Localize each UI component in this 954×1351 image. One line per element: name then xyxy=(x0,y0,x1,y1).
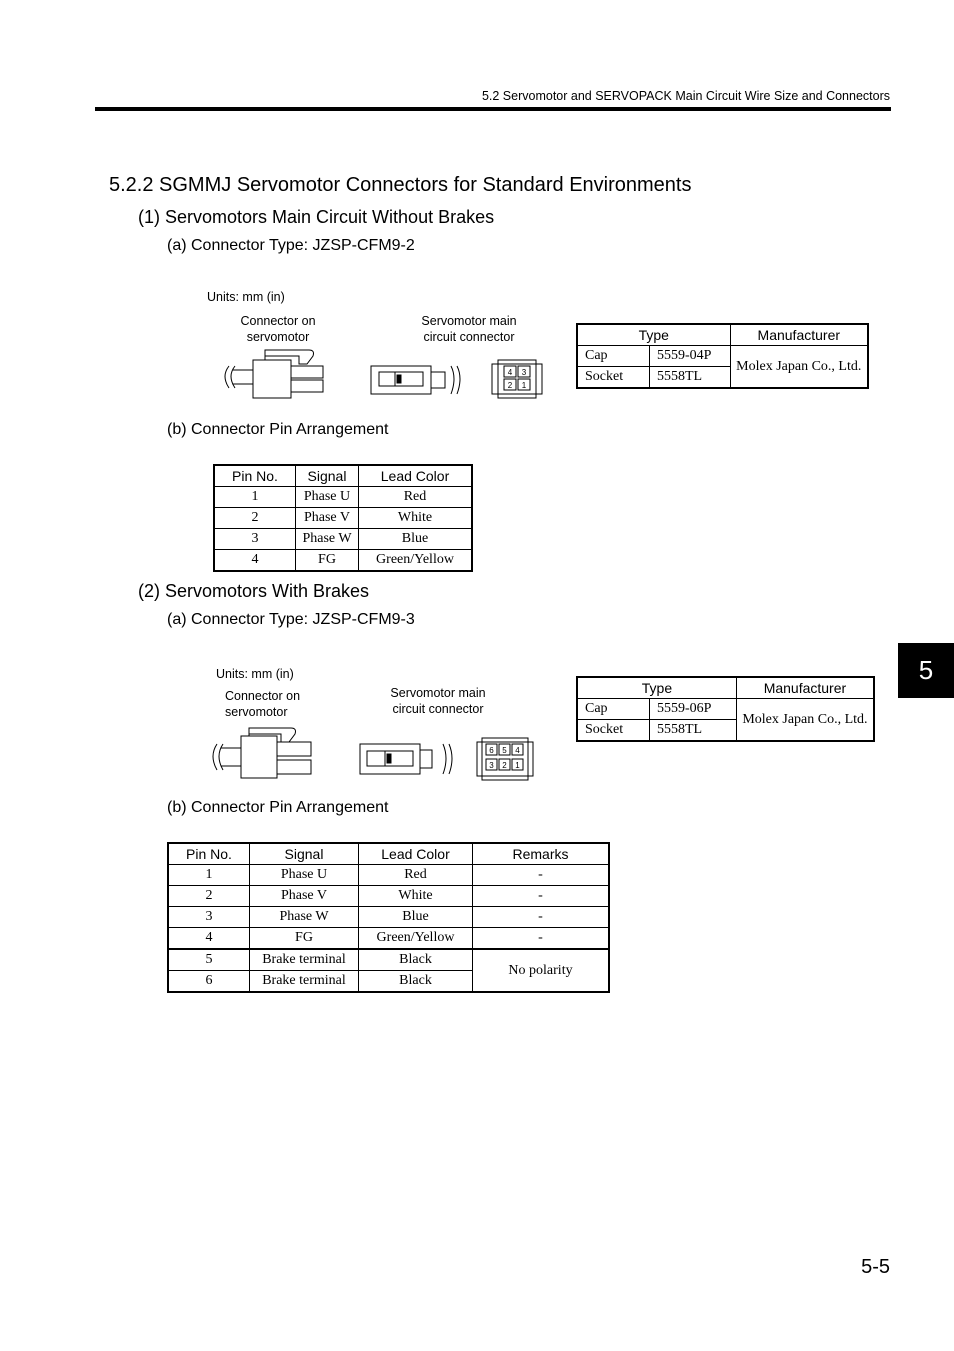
cell-signal: Phase W xyxy=(296,529,359,550)
section-title: 5.2.2 SGMMJ Servomotor Connectors for Standard Environments xyxy=(109,174,692,196)
table-row xyxy=(168,886,609,907)
page-number: 5-5 xyxy=(861,1256,890,1278)
part2-title: (2) Servomotors With Brakes xyxy=(138,581,370,601)
part1-pin-heading: (b) Connector Pin Arrangement xyxy=(167,421,389,438)
cell-color: Blue xyxy=(359,529,473,550)
cell-color: Black xyxy=(359,949,473,971)
header-rule xyxy=(95,107,891,111)
header-pin-no: Pin No. xyxy=(214,465,296,487)
part2-units: Units: mm (in) xyxy=(216,667,294,681)
cell-remarks: - xyxy=(473,928,610,950)
part2-label-connector-on-servomotor: Connector on servomotor xyxy=(225,689,301,719)
table-row xyxy=(214,487,472,508)
cell-color: Red xyxy=(359,865,473,886)
cell-pin: 6 xyxy=(168,971,250,993)
cell-signal: Phase U xyxy=(250,865,359,886)
cell-signal: FG xyxy=(250,928,359,950)
cell-pin: 3 xyxy=(214,529,296,550)
header-pin-no: Pin No. xyxy=(168,843,250,865)
cell-remarks: - xyxy=(473,907,610,928)
part1-units: Units: mm (in) xyxy=(207,290,285,304)
header-type: Type xyxy=(577,677,736,699)
header-manufacturer: Manufacturer xyxy=(730,324,868,346)
part2-pin-table xyxy=(167,842,610,993)
part1-label-main-circuit-connector: Servomotor main circuit connector xyxy=(421,314,517,344)
part2-pin-5: 5 xyxy=(502,746,507,755)
cell-pin: 5 xyxy=(168,949,250,971)
header-remarks: Remarks xyxy=(473,843,610,865)
part1-pin-3: 3 xyxy=(521,368,527,377)
part2-pin-2: 2 xyxy=(502,761,507,770)
cell-socket-part: 5558TL xyxy=(650,367,731,389)
table-row xyxy=(168,865,609,886)
cell-pin: 1 xyxy=(214,487,296,508)
part2-connector-heading: (a) Connector Type: JZSP-CFM9-3 xyxy=(167,611,415,628)
part1-type-table xyxy=(576,323,869,389)
table-row xyxy=(214,529,472,550)
cell-signal: Brake terminal xyxy=(250,971,359,993)
cell-signal: FG xyxy=(296,550,359,572)
part2-pin-4: 4 xyxy=(515,746,520,755)
table-row xyxy=(168,949,609,971)
cell-signal: Phase V xyxy=(296,508,359,529)
cell-color: Blue xyxy=(359,907,473,928)
part2-pin-1: 1 xyxy=(515,761,520,770)
part1-pin-1: 1 xyxy=(521,381,527,390)
part1-connector-drawing xyxy=(215,344,555,404)
part2-type-table xyxy=(576,676,875,742)
part2-pin-6: 6 xyxy=(489,746,494,755)
part2-pin-3: 3 xyxy=(489,761,494,770)
header-signal: Signal xyxy=(250,843,359,865)
header-type: Type xyxy=(577,324,730,346)
header-lead-color: Lead Color xyxy=(359,465,473,487)
part1-title: (1) Servomotors Main Circuit Without Brakes xyxy=(138,207,495,227)
part1-pin-table xyxy=(213,464,473,572)
part2-pin-heading: (b) Connector Pin Arrangement xyxy=(167,799,389,816)
cell-signal: Phase W xyxy=(250,907,359,928)
table-row xyxy=(168,907,609,928)
cell-socket: Socket xyxy=(577,720,650,742)
cell-color: Green/Yellow xyxy=(359,928,473,950)
running-header: 5.2 Servomotor and SERVOPACK Main Circuit Wire Size and Connectors xyxy=(481,89,890,103)
table-row xyxy=(214,550,472,572)
cell-socket-part: 5558TL xyxy=(650,720,737,742)
cell-pin: 4 xyxy=(214,550,296,572)
cell-pin: 1 xyxy=(168,865,250,886)
table-row xyxy=(214,508,472,529)
cell-cap: Cap xyxy=(577,346,650,367)
cell-manufacturer: Molex Japan Co., Ltd. xyxy=(730,346,868,389)
cell-pin: 2 xyxy=(168,886,250,907)
cell-color: Black xyxy=(359,971,473,993)
part2-connector-drawing xyxy=(205,722,545,782)
part1-label-connector-on-servomotor: Connector on servomotor xyxy=(240,314,316,344)
cell-color: Red xyxy=(359,487,473,508)
cell-remarks: - xyxy=(473,865,610,886)
part1-connector-heading: (a) Connector Type: JZSP-CFM9-2 xyxy=(167,237,415,254)
part2-label-main-circuit-connector: Servomotor main circuit connector xyxy=(390,686,486,716)
cell-remarks: - xyxy=(473,886,610,907)
cell-pin: 3 xyxy=(168,907,250,928)
header-signal: Signal xyxy=(296,465,359,487)
cell-pin: 4 xyxy=(168,928,250,950)
part1-pin-2: 2 xyxy=(507,381,513,390)
cell-cap-part: 5559-04P xyxy=(650,346,731,367)
cell-signal: Brake terminal xyxy=(250,949,359,971)
cell-color: Green/Yellow xyxy=(359,550,473,572)
cell-color: White xyxy=(359,886,473,907)
chapter-tab: 5 xyxy=(898,643,954,698)
cell-pin: 2 xyxy=(214,508,296,529)
cell-signal: Phase U xyxy=(296,487,359,508)
cell-signal: Phase V xyxy=(250,886,359,907)
cell-remarks-no-polarity: No polarity xyxy=(473,949,610,992)
part1-pin-4: 4 xyxy=(507,368,513,377)
cell-cap-part: 5559-06P xyxy=(650,699,737,720)
cell-cap: Cap xyxy=(577,699,650,720)
cell-socket: Socket xyxy=(577,367,650,389)
table-row xyxy=(168,928,609,950)
cell-color: White xyxy=(359,508,473,529)
header-manufacturer: Manufacturer xyxy=(736,677,874,699)
header-lead-color: Lead Color xyxy=(359,843,473,865)
cell-manufacturer: Molex Japan Co., Ltd. xyxy=(736,699,874,742)
